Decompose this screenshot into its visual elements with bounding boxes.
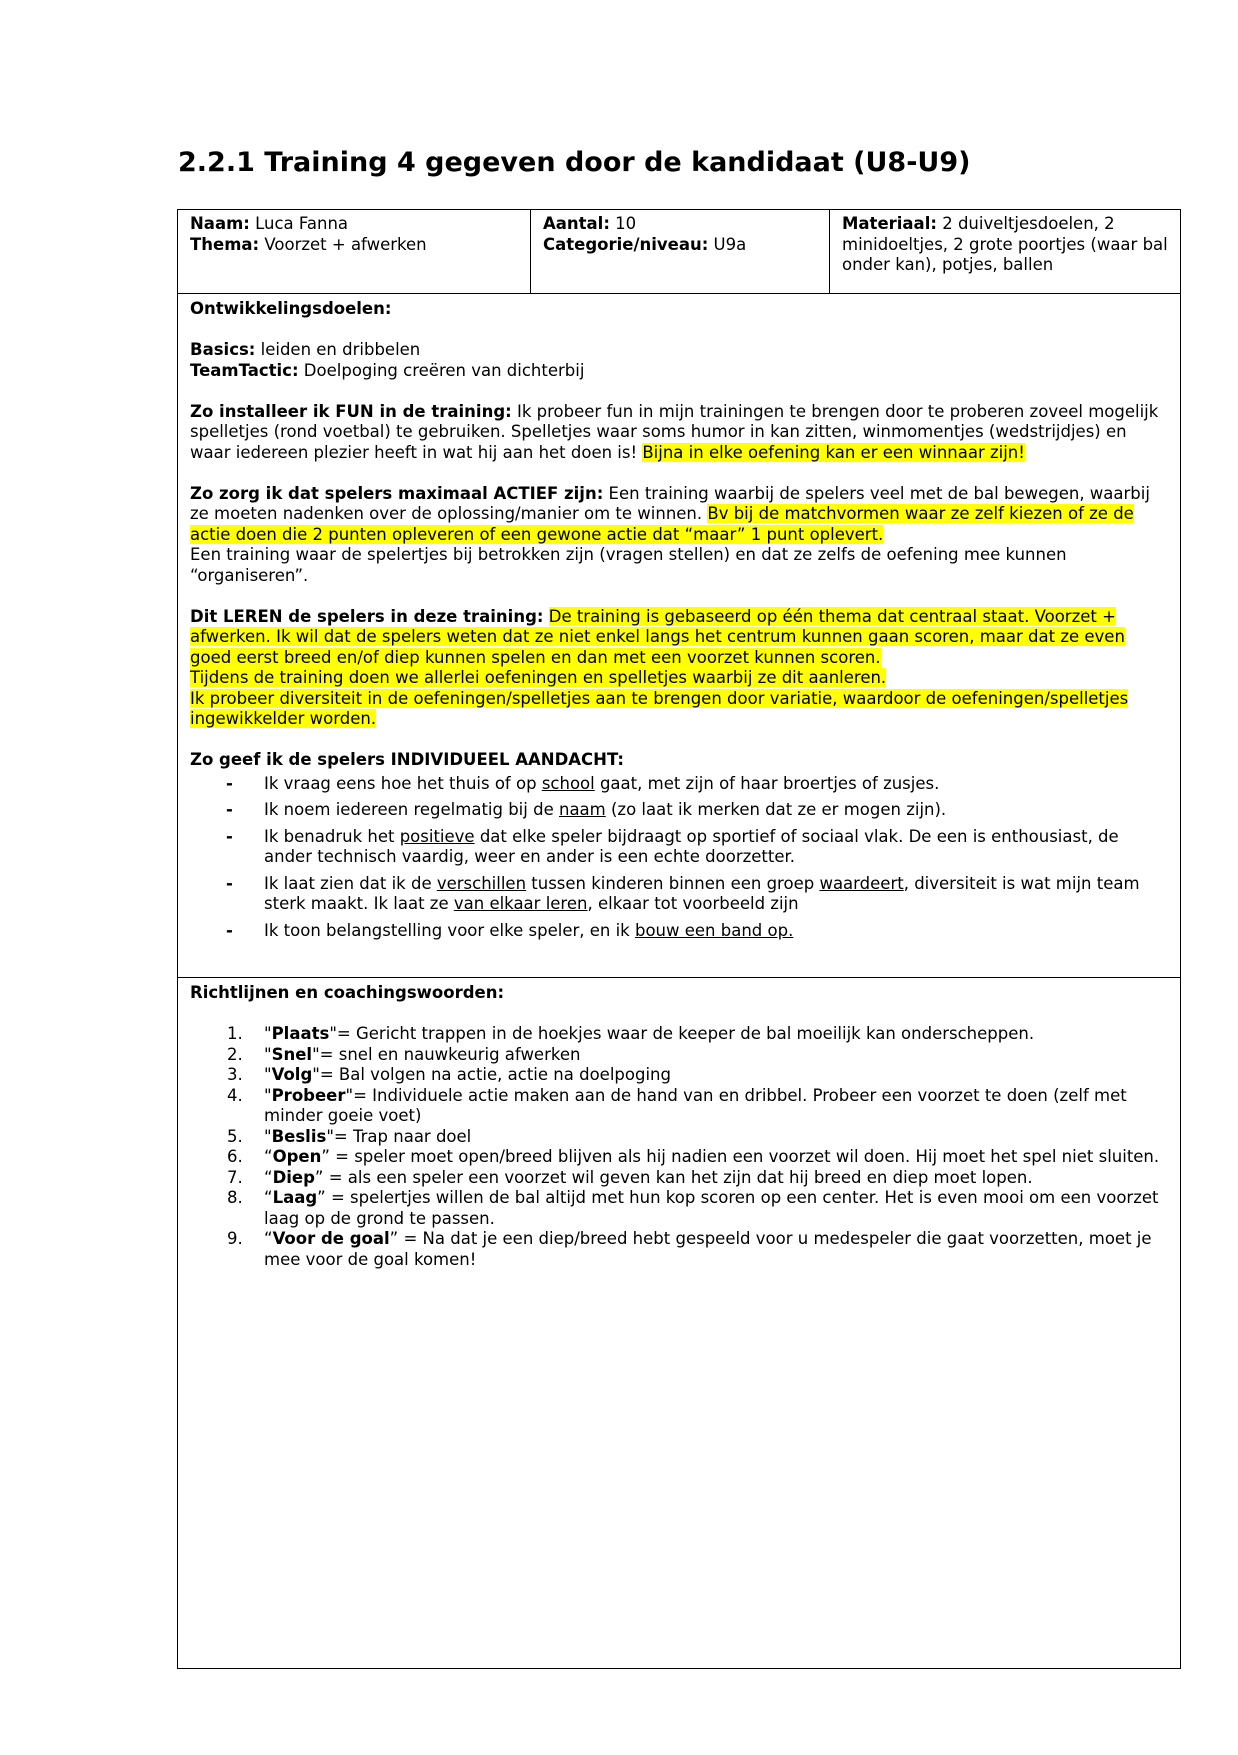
actief-text: Een training waarbij de spelers veel met de bal bewegen, waarbij ze moeten nadenken over de oplossing/manier om te winnen.: [190, 483, 1150, 523]
categorie-value: U9a: [708, 234, 747, 254]
header-row: [178, 210, 1180, 294]
list-item: - Ik toon belangstelling voor elke speler, en ik bouw een band op.: [190, 921, 1168, 942]
list-item: - Ik vraag eens hoe het thuis of op school gaat, met zijn of haar broertjes of zusjes.: [190, 774, 1168, 795]
development-goals-section: [178, 294, 1180, 978]
naam-label: Naam:: [190, 214, 250, 233]
basics-label: Basics:: [190, 340, 256, 359]
document-title: 2.2.1 Training 4 gegeven door de kandidaat (U8-U9): [178, 147, 971, 178]
leren-paragraph: [190, 607, 1168, 669]
naam-thema-cell: [178, 210, 531, 293]
guidelines-heading: Richtlijnen en coachingswoorden:: [190, 983, 505, 1002]
list-item: 7. “Diep” = als een speler een voorzet wil geven kan het zijn dat hij breed en diep moet lopen.: [227, 1167, 1033, 1187]
categorie-label: Categorie/niveau:: [543, 234, 709, 254]
teamtactic-label: TeamTactic:: [190, 360, 299, 380]
training-table: [177, 209, 1181, 1669]
naam-value: Luca Fanna: [249, 214, 349, 233]
list-item: - Ik laat zien dat ik de verschillen tussen kinderen binnen een groep waardeert, diversiteit is wat mijn team sterk maakt. Ik laat ze van elkaar leren, elkaar tot voorbeeld zijn: [190, 874, 1168, 915]
list-item: 6. “Open” = speler moet open/breed blijven als hij nadien een voorzet wil doen. Hij moet het spel niet sluiten.: [227, 1147, 1160, 1166]
list-item: 2. "Snel"= snel en nauwkeurig afwerken: [227, 1044, 581, 1064]
list-item: 4. "Probeer"= Individuele actie maken aan de hand van en dribbel. Probeer een voorzet te doen (zelf met minder goeie voet): [227, 1085, 1127, 1125]
list-item: 3. "Volg"= Bal volgen na actie, actie na doelpoging: [227, 1065, 671, 1084]
actief-label: Zo zorg ik dat spelers maximaal ACTIEF zijn:: [190, 483, 604, 503]
list-item: 9. “Voor de goal” = Na dat je een diep/breed hebt gespeeld voor u medespeler die gaat voorzetten, moet je mee voor de goal komen!: [227, 1229, 1152, 1269]
list-item: 5. "Beslis"= Trap naar doel: [227, 1126, 472, 1146]
leren-highlight-3: Ik probeer diversiteit in de oefeningen/spelletjes aan te brengen door variatie, waardoor de oefeningen/spelletjes ingewikkelder worden.: [190, 688, 1129, 728]
teamtactic-value: Doelpoging creëren van dichterbij: [298, 360, 585, 380]
list-item: - Ik benadruk het positieve dat elke speler bijdraagt op sportief of sociaal vlak. De een is enthousiast, de ander technisch vaardig, weer en ander is een echte doorzetter.: [190, 827, 1168, 868]
aantal-label: Aantal:: [543, 214, 610, 233]
materiaal-label: Materiaal:: [842, 214, 937, 233]
list-item: 1. "Plaats"= Gericht trappen in de hoekjes waar de keeper de bal moeilijk kan onderscheppen.: [227, 1024, 1035, 1043]
goals-heading: Ontwikkelingsdoelen:: [190, 299, 392, 318]
list-item: 8. “Laag” = spelertjes willen de bal altijd met hun kop scoren op een center. Het is even mooi om een voorzet laag op de grond te passen.: [227, 1188, 1159, 1228]
coaching-words-list: [190, 1024, 1168, 1270]
aantal-value: 10: [609, 214, 637, 233]
leren-label: Dit LEREN de spelers in deze training:: [190, 606, 544, 626]
actief-highlight: Bv bij de matchvormen waar ze zelf kiezen of ze de actie doen die 2 punten opleveren of een gewone actie dat “maar” 1 punt oplevert.: [190, 504, 1134, 544]
thema-label: Thema:: [190, 234, 260, 254]
list-item: - Ik noem iedereen regelmatig bij de naam (zo laat ik merken dat ze er mogen zijn).: [190, 800, 1168, 821]
guidelines-section: [178, 978, 1180, 1275]
leren-highlight-2: Tijdens de training doen we allerlei oefeningen en spelletjes waarbij ze dit aanleren.: [190, 668, 887, 687]
basics-value: leiden en dribbelen: [255, 340, 421, 359]
aantal-categorie-cell: [531, 210, 830, 293]
thema-value: Voorzet + afwerken: [259, 234, 427, 254]
fun-label: Zo installeer ik FUN in de training:: [190, 401, 512, 421]
actief-paragraph: [190, 484, 1168, 546]
materiaal-value: 2 duiveltjesdoelen, 2 minidoeltjes, 2 grote poortjes (waar bal onder kan), potjes, ballen: [842, 214, 1168, 274]
fun-text: Ik probeer fun in mijn trainingen te brengen door te proberen zoveel mogelijk spelletjes (rond voetbal) te gebruiken. Spelletjes waar soms humor in kan zitten, winmomentjes (wedstrijdjes) en waar iedereen plezier heeft in wat hij aan het doen is!: [190, 401, 1159, 462]
fun-highlight: Bijna in elke oefening kan er een winnaar zijn!: [642, 442, 1025, 462]
leren-highlight-1: De training is gebaseerd op één thema dat centraal staat. Voorzet + afwerken. Ik wil dat de spelers weten dat ze niet enkel langs het centrum kunnen gaan scoren, maar dat ze even goed eerst breed en/of diep kunnen spelen en dan met een voorzet kunnen scoren.: [190, 606, 1125, 667]
materiaal-cell: [830, 210, 1180, 293]
aandacht-list: [190, 774, 1168, 942]
actief-text2: Een training waar de spelertjes bij betrokken zijn (vragen stellen) en dat ze zelfs de oefening mee kunnen “organiseren”.: [190, 545, 1067, 585]
aandacht-label: Zo geef ik de spelers INDIVIDUEEL AANDACHT:: [190, 750, 624, 769]
fun-paragraph: [190, 402, 1168, 464]
